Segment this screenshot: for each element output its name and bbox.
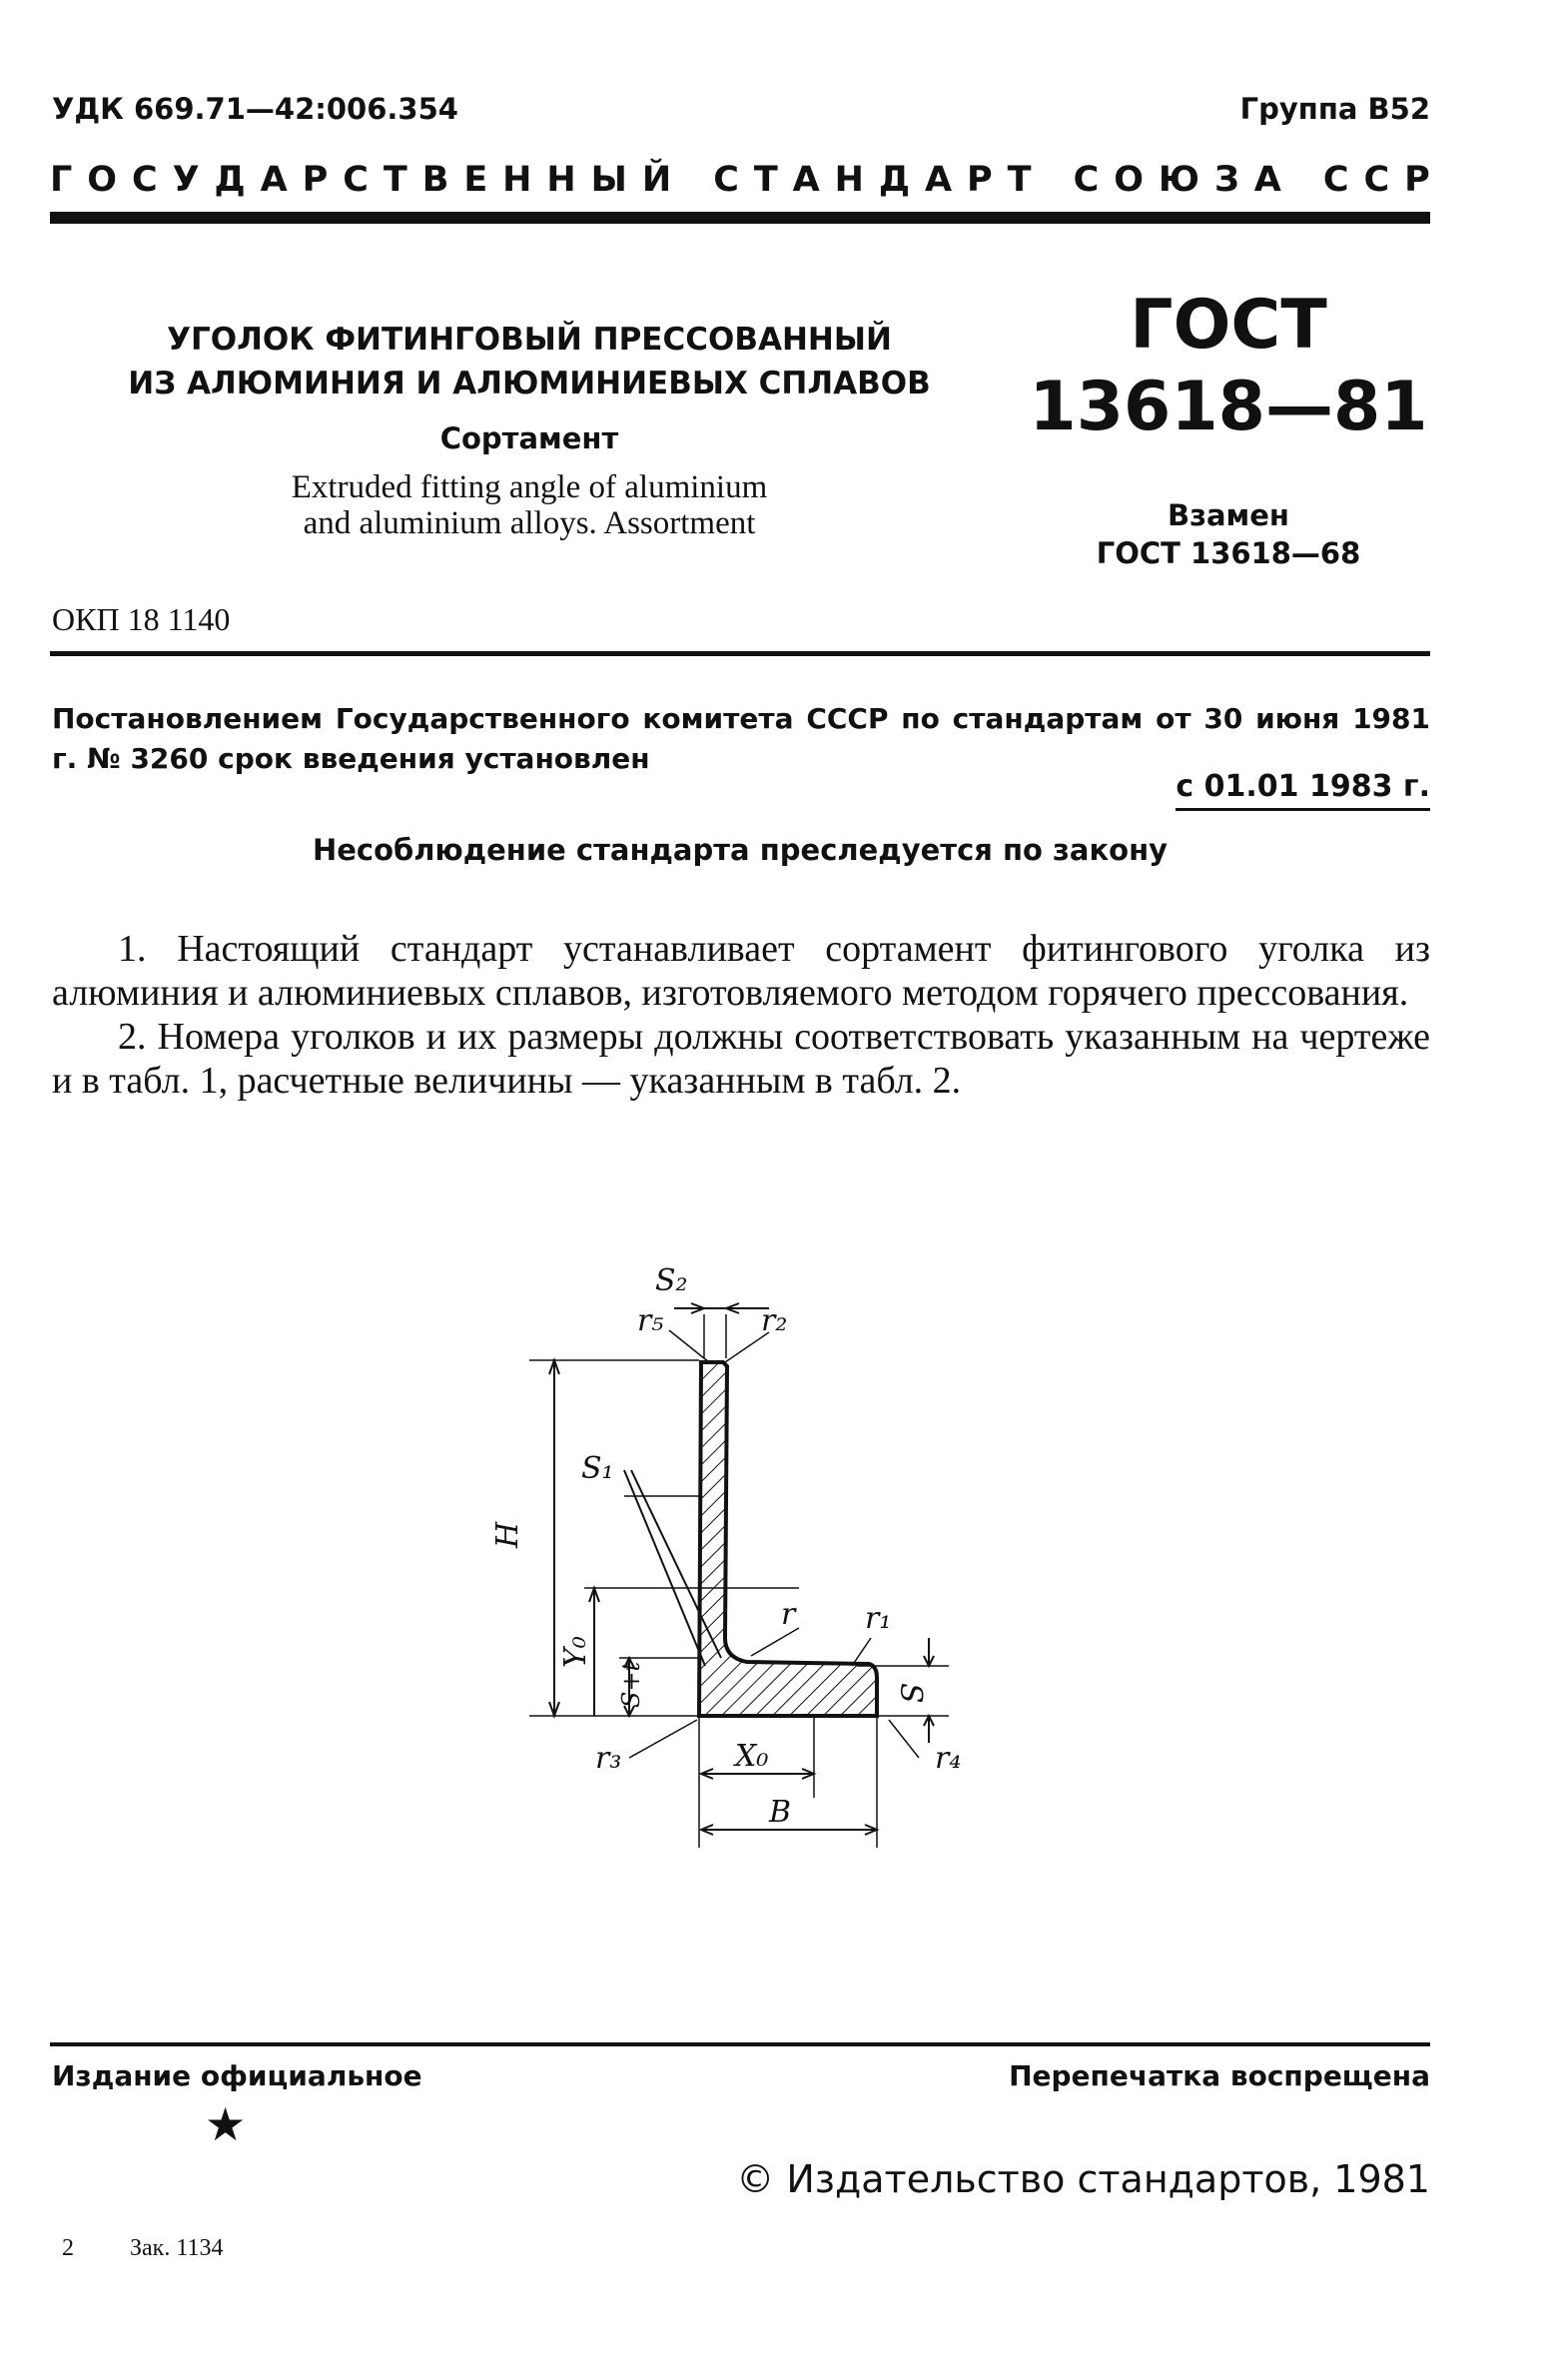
banner-letter: С — [131, 160, 158, 200]
paragraph-2: 2. Номера уголков и их размеры должны соответствовать указанным на чертеже и в табл. 1, расчетные величины — указанным в табл. 2. — [52, 1016, 1430, 1102]
replaces-value: ГОСТ 13618—68 — [1096, 536, 1361, 570]
reprint-prohibited: Перепечатка воспрещена — [1009, 2059, 1430, 2092]
header-thick-rule — [50, 212, 1430, 224]
copyright: © Издательство стандартов, 1981 — [736, 2157, 1430, 2201]
law-note: Несоблюдение стандарта преследуется по закону — [312, 833, 1169, 867]
banner-letter: А — [792, 160, 820, 200]
udk-code: УДК 669.71—42:006.354 — [52, 92, 458, 126]
label-r: r — [781, 1597, 796, 1632]
banner-letter: С — [1073, 160, 1100, 200]
label-h: H — [490, 1521, 525, 1548]
label-r3: r₃ — [595, 1741, 622, 1776]
effective-date: с 01.01 1983 г. — [1176, 769, 1430, 811]
banner-letter: О — [1114, 160, 1144, 200]
banner-letter: А — [925, 160, 953, 200]
label-r5: r₅ — [637, 1303, 664, 1338]
banner-letter: Н — [546, 160, 576, 200]
paragraph-1: 1. Настоящий стандарт устанавливает сортамент фитингового уголка из алюминия и алюминиевых сплавов, изготовляемого методом горячего прессования. — [52, 928, 1430, 1014]
body-text — [52, 927, 1430, 1103]
banner-letter: В — [421, 160, 449, 200]
banner-letter: С — [713, 160, 739, 200]
title-english-line-2: and aluminium alloys. Assortment — [303, 505, 756, 541]
official-edition: Издание официальное — [52, 2059, 422, 2092]
title-block — [110, 318, 949, 541]
banner-letter: Н — [834, 160, 864, 200]
title-english-line-1: Extruded fitting angle of aluminium — [291, 469, 768, 505]
label-x0: X₀ — [735, 1739, 769, 1774]
label-r2: r₂ — [761, 1303, 788, 1338]
banner-letter: Г — [50, 160, 73, 200]
banner-letter: Т — [753, 160, 778, 200]
banner-letter: Й — [641, 160, 672, 200]
banner-letter: Е — [463, 160, 488, 200]
state-standard-banner — [50, 160, 1430, 200]
banner-letter: Н — [502, 160, 532, 200]
banner-letter: А — [1253, 160, 1281, 200]
angle-profile-section — [699, 1362, 877, 1716]
angle-profile-drawing — [469, 1238, 1029, 1878]
banner-letter: Р — [967, 160, 993, 200]
banner-letter: А — [260, 160, 288, 200]
banner-letter: О — [87, 160, 118, 200]
gost-designation — [1029, 285, 1428, 570]
banner-letter: С — [343, 160, 369, 200]
okp-code: ОКП 18 1140 — [52, 601, 231, 637]
title-subtitle: Сортамент — [439, 421, 619, 455]
label-y0: Y₀ — [558, 1636, 593, 1668]
title-line-1: УГОЛОК ФИТИНГОВЫЙ ПРЕССОВАННЫЙ — [167, 322, 892, 358]
replaces-label: Взамен — [1168, 498, 1289, 532]
banner-letter: Р — [1404, 160, 1430, 200]
order-number: Зак. 1134 — [130, 2235, 224, 2261]
banner-letter: З — [1213, 160, 1239, 200]
banner-letter — [1296, 160, 1308, 200]
label-r4: r₄ — [935, 1741, 962, 1776]
label-r1: r₁ — [865, 1601, 892, 1636]
banner-letter — [1046, 160, 1058, 200]
footer-rule — [50, 2042, 1430, 2046]
banner-letter: Т — [1007, 160, 1032, 200]
page-number: 2 — [62, 2235, 74, 2261]
gost-label: ГОСТ — [1130, 286, 1327, 365]
title-line-2: ИЗ АЛЮМИНИЯ И АЛЮМИНИЕВЫХ СПЛАВОВ — [128, 366, 931, 401]
title-english — [110, 469, 949, 541]
banner-letter: У — [172, 160, 200, 200]
decree-text: Постановлением Государственного комитета СССР по стандартам от 30 июня 1981 г. № 3260 срок введения установлен — [52, 702, 1430, 775]
label-s: S — [893, 1683, 928, 1704]
banner-letter: Р — [302, 160, 329, 200]
banner-letter — [686, 160, 698, 200]
banner-letter: Д — [878, 160, 911, 200]
banner-letter: Т — [383, 160, 407, 200]
label-s-plus-t: S+t — [617, 1661, 645, 1708]
banner-letter: Д — [214, 160, 246, 200]
banner-letter: Ы — [590, 160, 627, 200]
label-s1: S₁ — [581, 1451, 614, 1486]
banner-letter: Ю — [1158, 160, 1199, 200]
divider-rule — [50, 651, 1430, 656]
banner-letter: С — [1322, 160, 1349, 200]
star-icon: ★ — [205, 2097, 247, 2151]
banner-letter: С — [1363, 160, 1390, 200]
gost-number: 13618—81 — [1029, 368, 1428, 446]
label-s2: S₂ — [655, 1263, 688, 1298]
label-b: B — [769, 1795, 792, 1830]
group-code: Группа В52 — [1239, 92, 1430, 126]
